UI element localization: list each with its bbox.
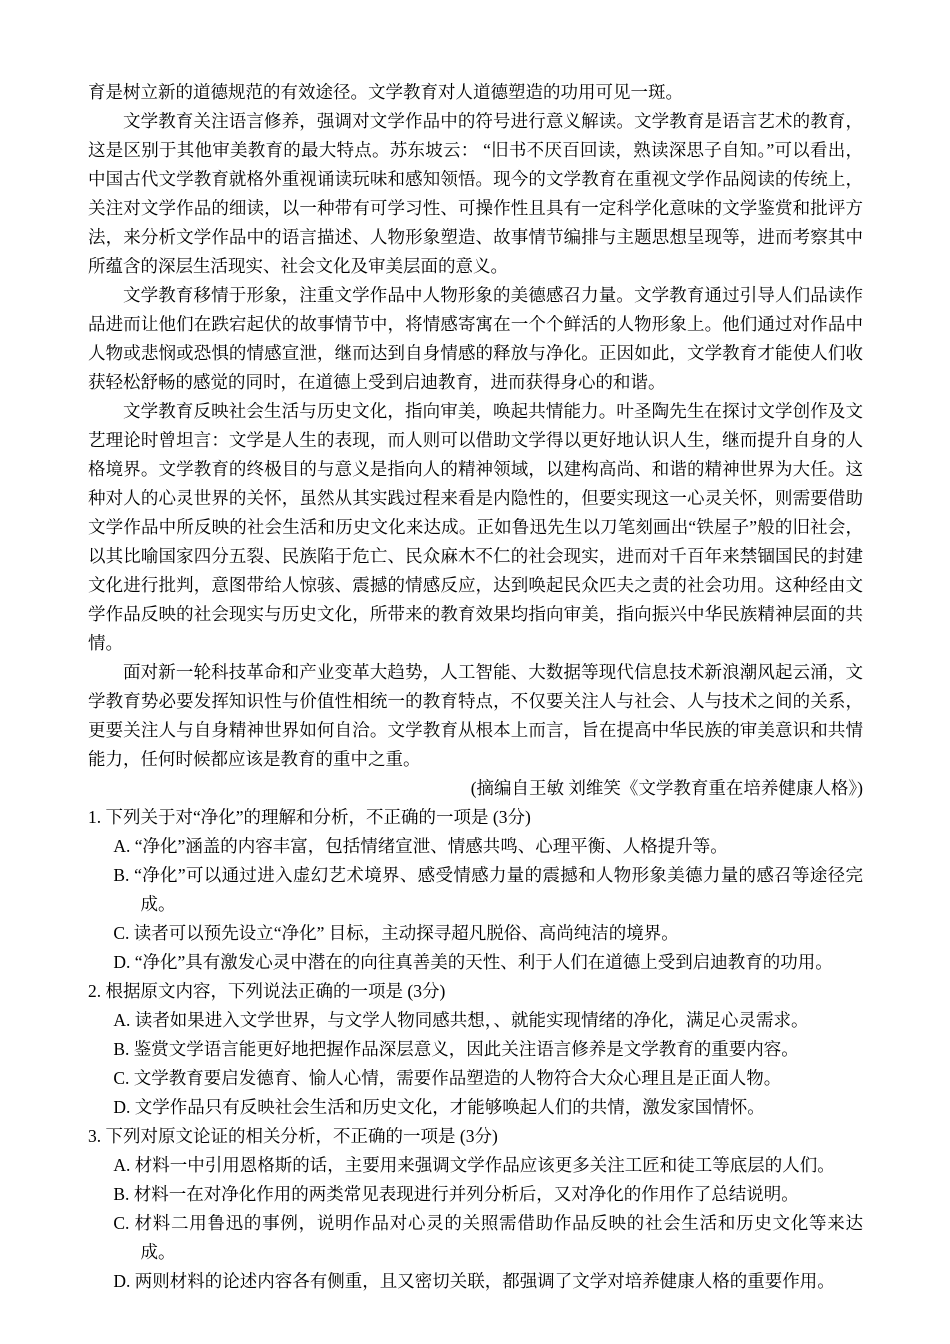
option-c: C. 读者可以预先设立“净化” 目标，主动探寻超凡脱俗、高尚纯洁的境界。 bbox=[113, 923, 679, 943]
question-stem: 2. 根据原文内容，下列说法正确的一项是 (3分) bbox=[88, 981, 446, 1001]
paragraph: 文学教育反映社会生活与历史文化，指向审美，唤起共情能力。叶圣陶先生在探讨文学创作及文艺理论时曾坦言：文学是人生的表现，而人则可以借助文学得以更好地认识人生，继而提升自身的人格境界。文学教育的终极目的与意义是指向人的精神领域，以建构高尚、和谐的精神世界为大任。这种对人的心灵世界的关怀，虽然从其实践过程来看是内隐性的，但要实现这一心灵关怀，则需要借助文学作品中所反映的社会生活和历史文化来达成。正如鲁迅先生以刀笔刻画出“铁屋子”般的旧社会，以其比喻国家四分五裂、民族陷于危亡、民众麻木不仁的社会现实，进而对千百年来禁锢国民的封建文化进行批判，意图带给人惊骇、震撼的情感反应，达到唤起民众匹夫之责的社会功用。这种经由文学作品反映的社会现实与历史文化，所带来的教育效果均指向审美，指向振兴中华民族精神层面的共情。 bbox=[88, 401, 863, 653]
article-body bbox=[88, 78, 863, 803]
option-d: D. 文学作品只有反映社会生活和历史文化，才能够唤起人们的共情，激发家国情怀。 bbox=[113, 1097, 765, 1117]
option-a: A. 读者如果进入文学世界，与文学人物同感共想，、就能实现情绪的净化，满足心灵需求。 bbox=[113, 1010, 809, 1030]
questions-section bbox=[88, 803, 863, 1296]
paragraph: 面对新一轮科技革命和产业变革大趋势，人工智能、大数据等现代信息技术新浪潮风起云涌，文学教育势必要发挥知识性与价值性相统一的教育特点，不仅要关注人与社会、人与技术之间的关系，更要关注人与自身精神世界如何自洽。文学教育从根本上而言，旨在提高中华民族的审美意识和共情能力，任何时候都应该是教育的重中之重。 bbox=[88, 662, 863, 769]
option-a: A. 材料一中引用恩格斯的话，主要用来强调文学作品应该更多关注工匠和徒工等底层的人们。 bbox=[113, 1155, 835, 1175]
paragraph-continuation: 育是树立新的道德规范的有效途径。文学教育对人道德塑造的功用可见一斑。 bbox=[88, 82, 683, 102]
question-stem: 1. 下列关于对“净化”的理解和分析，不正确的一项是 (3分) bbox=[88, 807, 531, 827]
source-attribution: (摘编自王敏 刘维笑《文学教育重在培养健康人格》) bbox=[470, 778, 863, 798]
option-b: B. 鉴赏文学语言能更好地把握作品深层意义，因此关注语言修养是文学教育的重要内容。 bbox=[113, 1039, 799, 1059]
option-a: A. “净化”涵盖的内容丰富，包括情绪宣泄、情感共鸣、心理平衡、人格提升等。 bbox=[113, 836, 728, 856]
option-c: C. 材料二用鲁迅的事例，说明作品对心灵的关照需借助作品反映的社会生活和历史文化等来达成。 bbox=[113, 1213, 863, 1262]
question-3 bbox=[88, 1122, 863, 1296]
question-1 bbox=[88, 803, 863, 977]
paragraph: 文学教育移情于形象，注重文学作品中人物形象的美德感召力量。文学教育通过引导人们品读作品进而让他们在跌宕起伏的故事情节中，将情感寄寓在一个个鲜活的人物形象上。他们通过对作品中人物或悲悯或恐惧的情感宣泄，继而达到自身情感的释放与净化。正因如此，文学教育才能使人们收获轻松舒畅的感觉的同时，在道德上受到启迪教育，进而获得身心的和谐。 bbox=[88, 285, 863, 392]
option-b: B. “净化”可以通过进入虚幻艺术境界、感受情感力量的震撼和人物形象美德力量的感召等途径完成。 bbox=[113, 865, 863, 914]
question-2 bbox=[88, 977, 863, 1122]
option-d: D. 两则材料的论述内容各有侧重，且又密切关联，都强调了文学对培养健康人格的重要作用。 bbox=[113, 1271, 835, 1291]
option-b: B. 材料一在对净化作用的两类常见表现进行并列分析后，又对净化的作用作了总结说明。 bbox=[113, 1184, 799, 1204]
question-stem: 3. 下列对原文论证的相关分析，不正确的一项是 (3分) bbox=[88, 1126, 498, 1146]
paragraph: 文学教育关注语言修养，强调对文学作品中的符号进行意义解读。文学教育是语言艺术的教育，这是区别于其他审美教育的最大特点。苏东坡云： “旧书不厌百回读，熟读深思子自知。”可以看出，中国古代文学教育就格外重视诵读玩味和感知领悟。现今的文学教育在重视文学作品阅读的传统上，关注对文学作品的细读，以一种带有可学习性、可操作性且具有一定科学化意味的文学鉴赏和批评方法，来分析文学作品中的语言描述、人物形象塑造、故事情节编排与主题思想呈现等，进而考察其中所蕴含的深层生活现实、社会文化及审美层面的意义。 bbox=[88, 111, 863, 276]
option-d: D. “净化”具有激发心灵中潜在的向往真善美的天性、利于人们在道德上受到启迪教育的功用。 bbox=[113, 952, 833, 972]
option-c: C. 文学教育要启发德育、愉人心情，需要作品塑造的人物符合大众心理且是正面人物。 bbox=[113, 1068, 782, 1088]
